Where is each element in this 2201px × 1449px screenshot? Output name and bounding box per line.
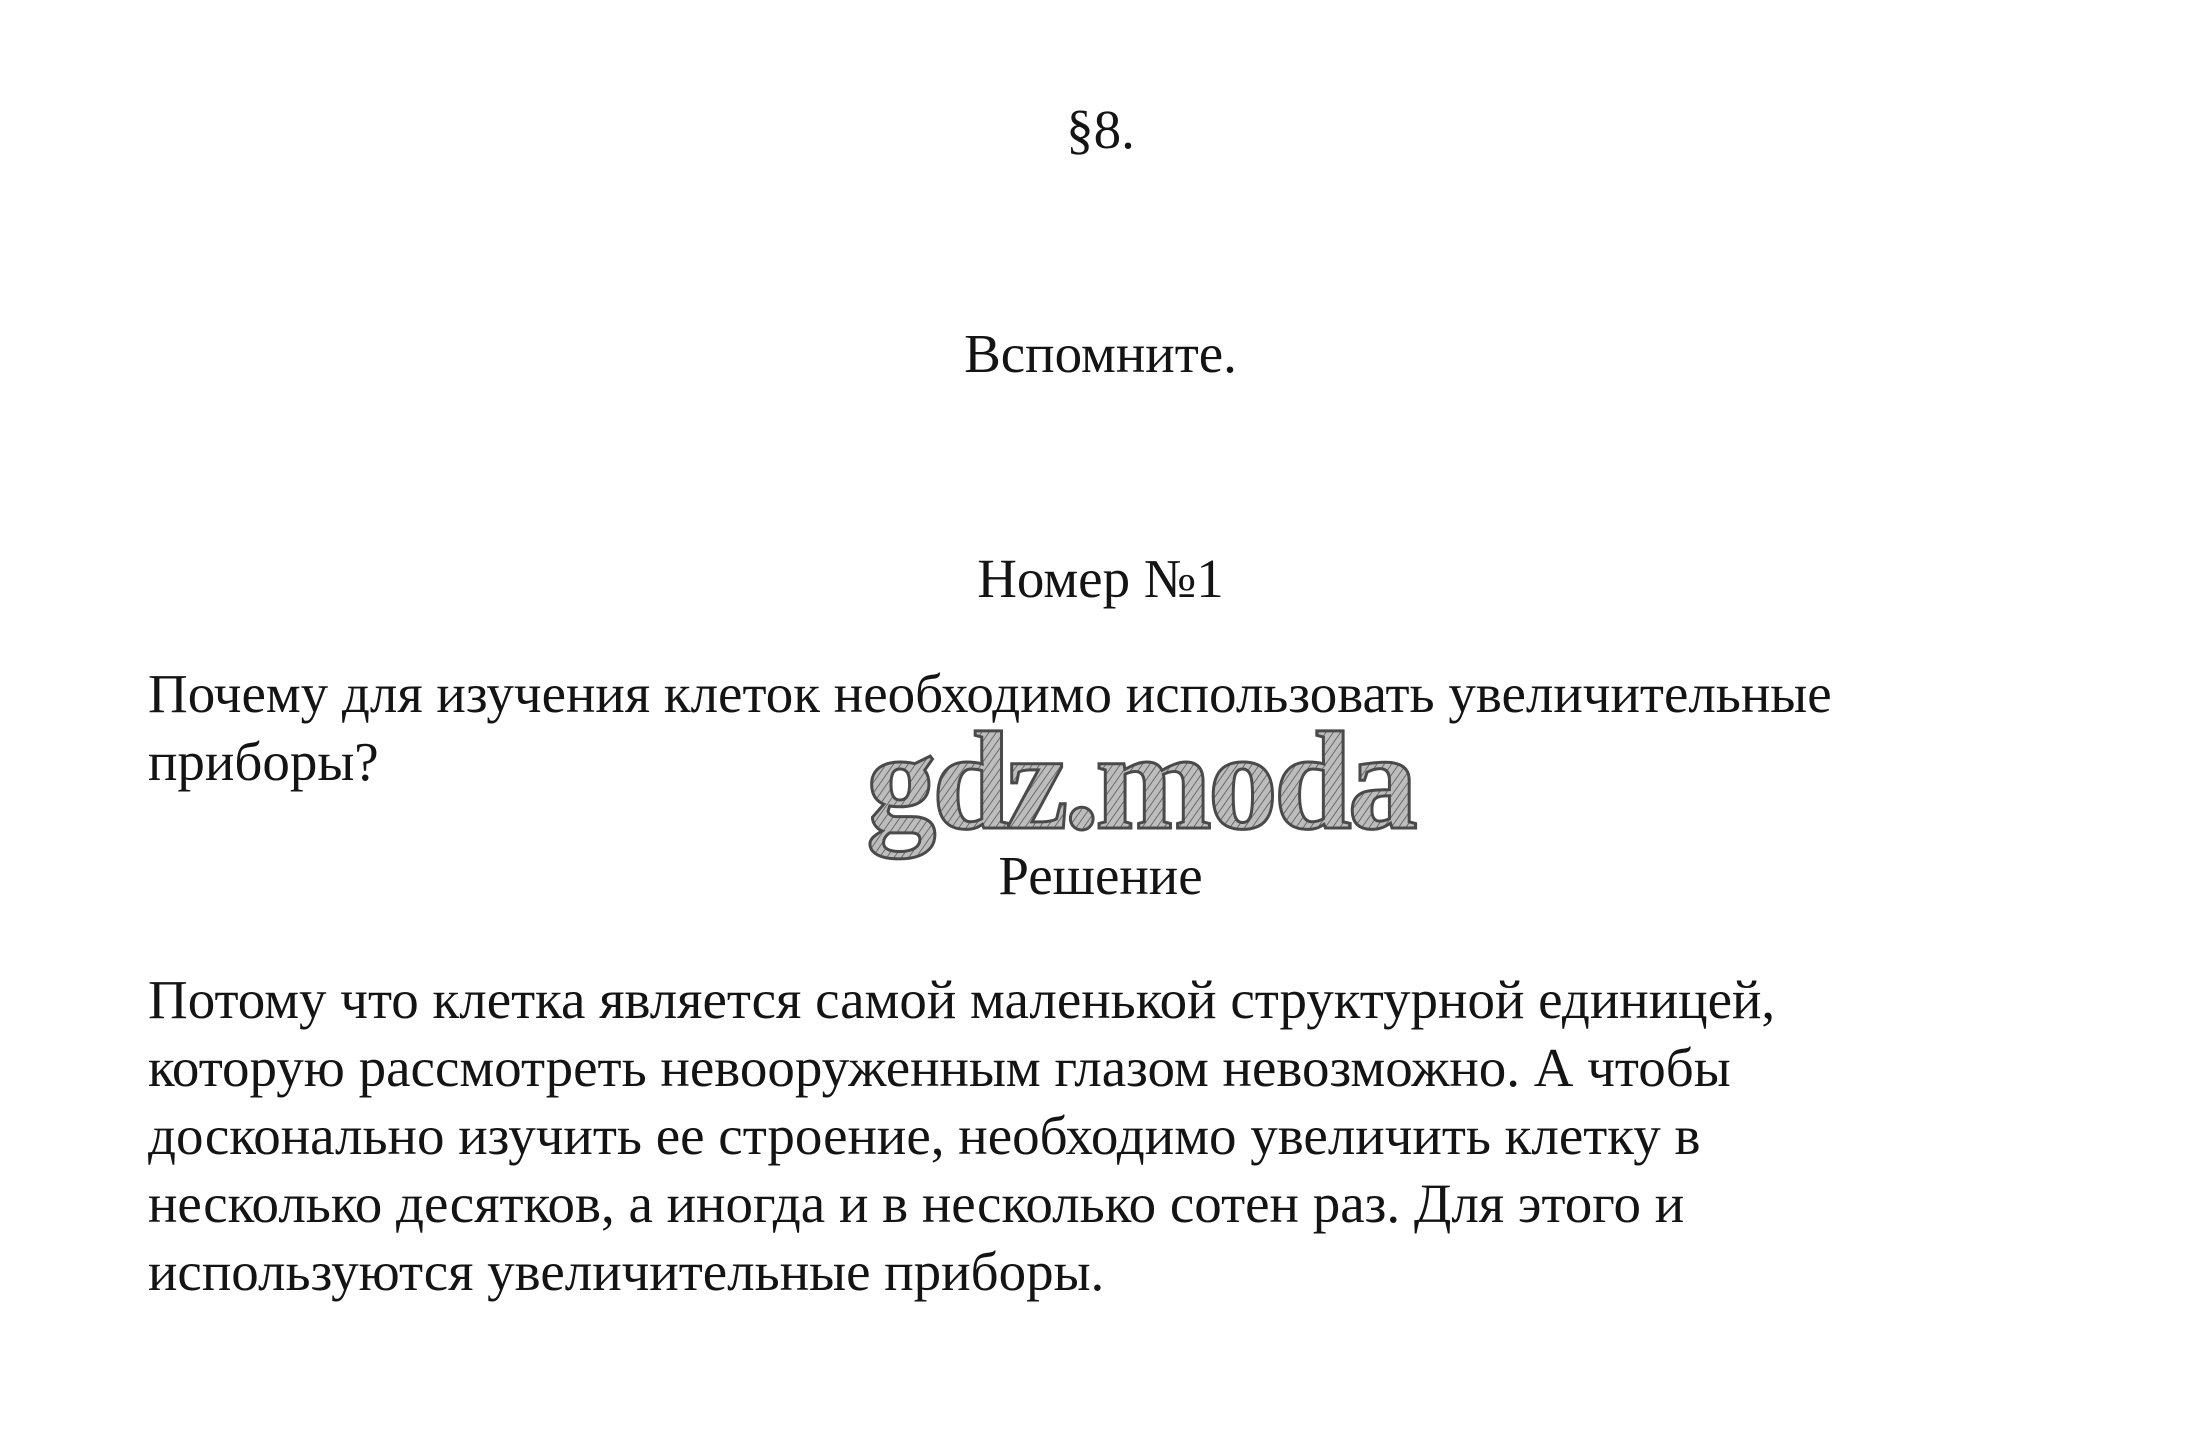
watermark-text: gdz.moda (866, 718, 1414, 859)
question-line: Почему для изучения клеток необходимо использовать увеличительные (148, 663, 1832, 724)
recall-heading: Вспомните. (964, 323, 1237, 384)
answer-line: используются увеличительные приборы. (148, 1241, 1105, 1302)
section-number: §8. (1066, 99, 1135, 160)
solution-heading: Решение (998, 845, 1203, 906)
task-number: Номер №1 (977, 548, 1224, 609)
answer-line: Потому что клетка является самой маленькой структурной единицей, (148, 969, 1776, 1030)
answer-line: досконально изучить ее строение, необходимо увеличить клетку в (148, 1105, 1701, 1166)
answer-line: несколько десятков, а иногда и в несколько сотен раз. Для этого и (148, 1173, 1685, 1234)
question-line: приборы? (148, 731, 379, 792)
answer-line: которую рассмотреть невооруженным глазом невозможно. А чтобы (148, 1037, 1731, 1098)
answer-text (148, 966, 2048, 1306)
